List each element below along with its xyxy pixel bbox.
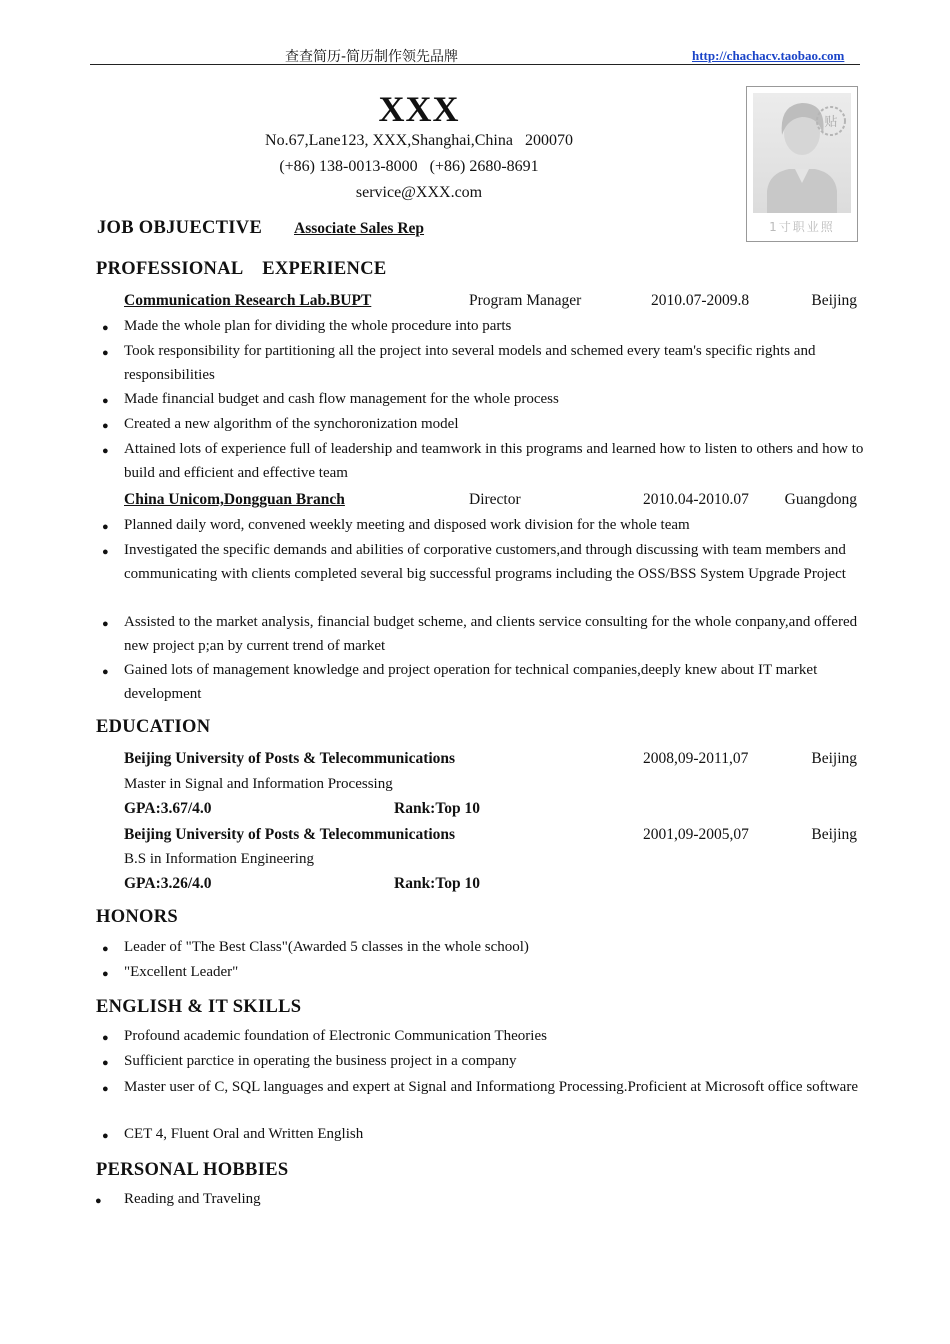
bullet-icon: ● <box>102 322 109 334</box>
job-location: Guangdong <box>784 491 857 508</box>
list-item: Created a new algorithm of the synchoronization model <box>124 416 459 432</box>
candidate-name: XXX <box>378 89 460 129</box>
contact-email: service@XXX.com <box>355 184 483 201</box>
list-item: Gained lots of management knowledge and project operation for technical companies,deeply knew about IT market development <box>124 662 818 702</box>
list-item: Assisted to the market analysis, financial budget scheme, and clients service consulting for the whole conpany,and offered new project p;an by current trend of market <box>124 614 858 654</box>
contact-address: No.67,Lane123, XXX,Shanghai,China 200070 <box>265 132 573 149</box>
bullet-icon: ● <box>102 420 109 432</box>
list-item: Sufficient parctice in operating the business project in a company <box>124 1053 517 1069</box>
school-dates: 2008,09-2011,07 <box>643 750 749 767</box>
objective-target: Associate Sales Rep <box>294 220 425 237</box>
school-degree: Master in Signal and Information Processing <box>124 776 393 792</box>
job-dates: 2010.07-2009.8 <box>651 292 750 309</box>
school-location: Beijing <box>811 750 857 767</box>
education-heading: EDUCATION <box>96 717 211 737</box>
honors-heading: HONORS <box>96 907 178 927</box>
school-gpa: GPA:3.26/4.0 <box>124 875 212 892</box>
bullet-icon: ● <box>102 666 109 678</box>
bullet-icon: ● <box>102 546 109 558</box>
job-company: China Unicom,Dongguan Branch <box>124 491 345 508</box>
job-location: Beijing <box>811 292 857 309</box>
school-gpa: GPA:3.67/4.0 <box>124 800 212 817</box>
list-item: "Excellent Leader" <box>124 964 239 980</box>
list-item: Made financial budget and cash flow management for the whole process <box>124 391 559 407</box>
list-item: Planned daily word, convened weekly meeting and disposed work division for the whole team <box>124 517 690 533</box>
list-item: Leader of "The Best Class"(Awarded 5 classes in the whole school) <box>124 939 529 955</box>
bullet-icon: ● <box>102 1032 109 1044</box>
school-rank: Rank:Top 10 <box>394 800 481 817</box>
list-item: Took responsibility for partitioning all the project into several models and schemed every team's specific rights and responsibilities <box>124 343 816 383</box>
bullet-icon: ● <box>95 1195 102 1207</box>
photo-label: 1寸职业照 <box>769 220 835 234</box>
list-item: Made the whole plan for dividing the whole procedure into parts <box>124 318 512 334</box>
list-item: Attained lots of experience full of leadership and teamwork in this programs and learned how to listen to others and how to build and efficient and effective team <box>124 441 864 481</box>
job-dates: 2010.04-2010.07 <box>643 491 749 508</box>
objective-heading: JOB OBJUECTIVE <box>97 218 263 238</box>
bullet-icon: ● <box>102 618 109 630</box>
header-divider <box>90 64 860 65</box>
job-company: Communication Research Lab.BUPT <box>124 292 372 309</box>
list-item: Investigated the specific demands and abilities of corporative customers,and through discussing with team members and communicating with clients completed several big successful programs including the OSS/BSS System Upgrade Project <box>124 542 846 582</box>
bullet-icon: ● <box>102 445 109 457</box>
hobbies-heading: PERSONAL HOBBIES <box>96 1160 289 1180</box>
school-name: Beijing University of Posts & Telecommunications <box>124 750 456 767</box>
job-title: Program Manager <box>469 292 582 309</box>
list-item: CET 4, Fluent Oral and Written English <box>124 1126 364 1142</box>
photo-placeholder <box>746 86 858 242</box>
job-title: Director <box>469 491 521 508</box>
header-url-link[interactable]: http://chachacv.taobao.com <box>692 48 845 63</box>
contact-phones: (+86) 138-0013-8000 (+86) 2680-8691 <box>279 158 539 175</box>
school-location: Beijing <box>811 826 857 843</box>
school-dates: 2001,09-2005,07 <box>643 826 749 843</box>
bullet-icon: ● <box>102 1083 109 1095</box>
bullet-icon: ● <box>102 395 109 407</box>
photo-stamp-glyph: 贴 <box>824 115 838 130</box>
bullet-icon: ● <box>102 347 109 359</box>
experience-heading: PROFESSIONAL EXPERIENCE <box>96 259 387 279</box>
bullet-icon: ● <box>102 521 109 533</box>
school-name: Beijing University of Posts & Telecommunications <box>124 826 456 843</box>
bullet-icon: ● <box>102 1057 109 1069</box>
bullet-icon: ● <box>102 943 109 955</box>
bullet-icon: ● <box>102 1130 109 1142</box>
school-rank: Rank:Top 10 <box>394 875 481 892</box>
skills-heading: ENGLISH & IT SKILLS <box>96 997 302 1017</box>
list-item: Reading and Traveling <box>124 1191 261 1207</box>
list-item: Profound academic foundation of Electronic Communication Theories <box>124 1028 547 1044</box>
list-item: Master user of C, SQL languages and expert at Signal and Informationg Processing.Proficient at Microsoft office software <box>124 1079 858 1095</box>
header-brand: 查查简历-简历制作领先品牌 <box>285 49 459 65</box>
bullet-icon: ● <box>102 968 109 980</box>
school-degree: B.S in Information Engineering <box>124 851 314 867</box>
